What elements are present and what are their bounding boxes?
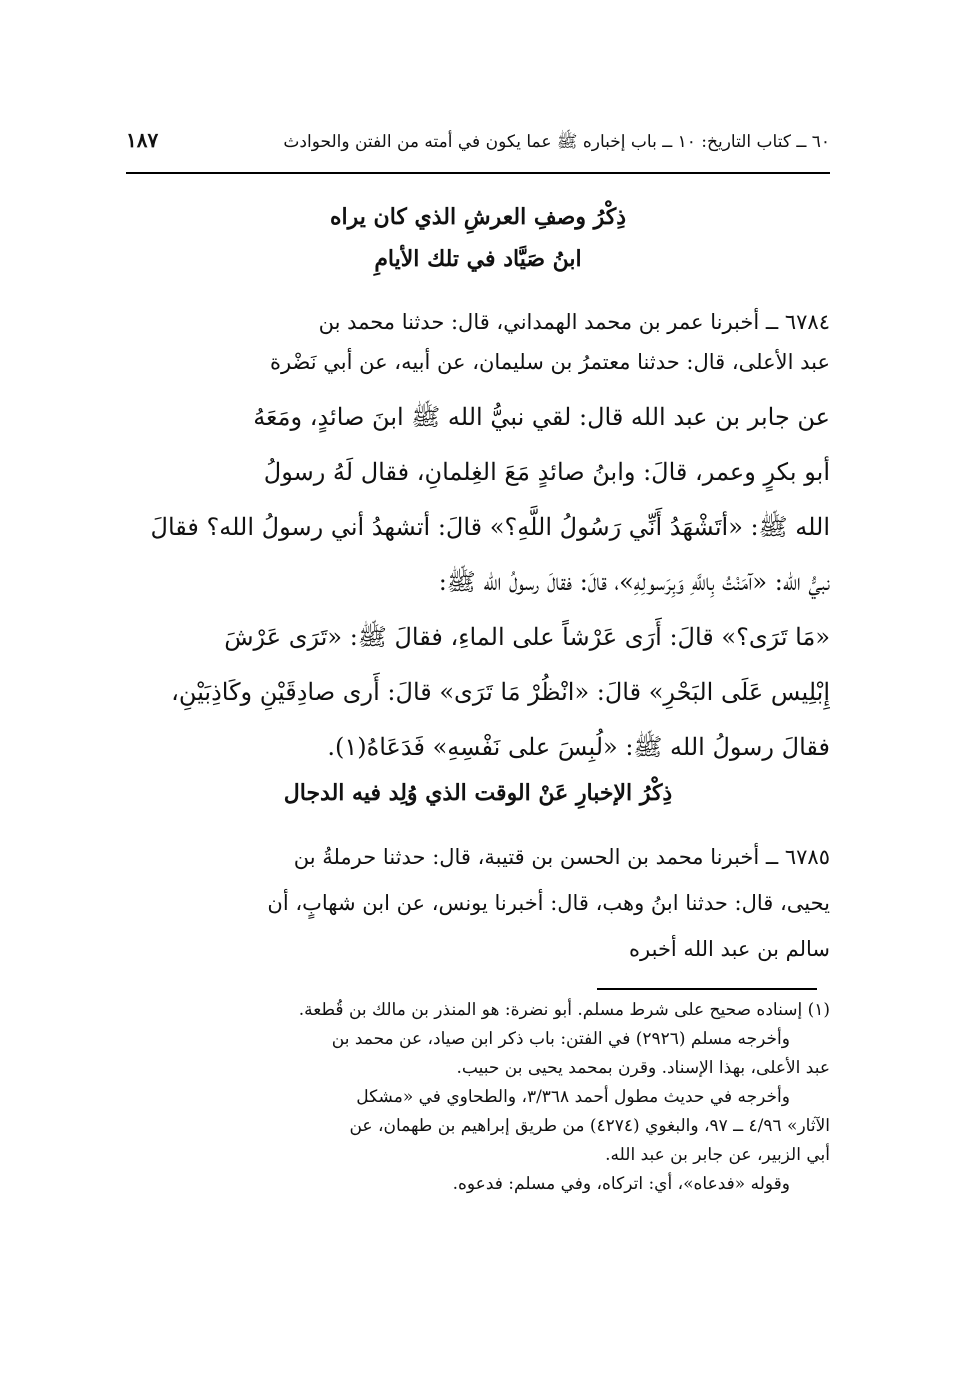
footnote-line: وقوله «فدعاه»، أي: اتركاه، وفي مسلم: فدعوه. — [452, 1174, 790, 1194]
running-header — [126, 128, 830, 156]
section-heading-2 — [126, 772, 830, 814]
header-rule — [126, 172, 830, 174]
header-title: ٦٠ ــ كتاب التاريخ: ١٠ ــ باب إخباره ﷺ عما يكون في أمته من الفتن والحوادث — [283, 132, 830, 152]
heading-line: ذِكْرُ وصفِ العرشِ الذي كان يراه — [329, 204, 627, 230]
footnote-line: وأخرجه مسلم (٢٩٢٦) في الفتن: باب ذكر ابن صياد، عن محمد بن — [331, 1029, 790, 1049]
text-line: الله ﷺ: «أتَشْهَدُ أَنِّي رَسُولُ اللَّهِ؟» قالَ: أتشهدُ أني رسولُ الله؟ فقالَ — [150, 513, 830, 541]
text-line: أبو بكرٍ وعمر، قالَ: وابنُ صائدٍ مَعَ الغِلمانِ، فقال لَهُ رسولُ — [263, 458, 830, 486]
footnotes — [126, 996, 830, 1199]
text-line: نبيُّ الله: «آمَنْتُ بِاللَّهِ وَبِرَسولِهِ»، قالَ: فقالَ رسولُ الله ﷺ: — [438, 568, 830, 596]
text-line: فقالَ رسولُ الله ﷺ: «لُبِسَ على نَفْسِهِ» فَدَعَاهُ(١). — [327, 733, 830, 761]
text-line: عن جابر بن عبد الله قال: لقي نبيُّ الله ﷺ ابنَ صائدٍ، ومَعَهُ — [253, 403, 830, 431]
heading-line: ذِكْرُ الإخبارِ عَنْ الوقت الذي وُلِد فيه الدجال — [283, 780, 673, 806]
footnote-line: (١) إسناده صحيح على شرط مسلم. أبو نضرة: هو المنذر بن مالك بن قُطعة. — [298, 1000, 830, 1020]
footnote-line: عبد الأعلى، بهذا الإسناد. وقرن بمحمد يحيى بن حبيب. — [456, 1058, 830, 1078]
text-line: يحيى، قال: حدثنا ابنُ وهب، قال: أخبرنا يونس، عن ابن شهابٍ، أن — [267, 891, 830, 915]
hadith-6784-isnad — [126, 302, 830, 382]
section-heading-1 — [126, 196, 830, 280]
footnote-line: وأخرجه في حديث مطول أحمد ٣/٣٦٨، والطحاوي في «مشكل — [356, 1087, 790, 1107]
hadith-6785-isnad — [126, 834, 830, 972]
page-number: ١٨٧ — [126, 128, 159, 152]
footnote-line: أبي الزبير، عن جابر بن عبد الله. — [605, 1145, 830, 1165]
text-line: «مَا تَرَى؟» قالَ: أَرَى عَرْشاً على الماءِ، فقالَ ﷺ: «تَرَى عَرْشَ — [224, 623, 830, 651]
footnote-rule — [597, 988, 817, 990]
text-line: عبد الأعلى، قال: حدثنا معتمرُ بن سليمان، عن أبيه، عن أبي نَضْرة — [269, 350, 830, 374]
hadith-6784-matn — [126, 390, 830, 775]
text-line: ٦٧٨٤ ــ أخبرنا عمر بن محمد الهمداني، قال: حدثنا محمد بن — [318, 310, 830, 334]
text-line: سالم بن عبد الله أخبره — [629, 937, 830, 961]
text-line: إِبْلِيس عَلَى البَحْرِ» قالَ: «انْظُرْ مَا تَرَى» قالَ: أَرى صادِقَيْنِ وكَاذِبَيْنِ، — [171, 678, 830, 706]
text-line: ٦٧٨٥ ــ أخبرنا محمد بن الحسن بن قتيبة، قال: حدثنا حرملةُ بن — [293, 845, 830, 869]
footnote-line: الآثار» ٤/٩٦ ــ ٩٧، والبغوي (٤٢٧٤) من طريق إبراهيم بن طهمان، عن — [349, 1116, 830, 1136]
heading-line: ابنُ صَيَّاد في تلك الأيامِ — [374, 246, 582, 272]
